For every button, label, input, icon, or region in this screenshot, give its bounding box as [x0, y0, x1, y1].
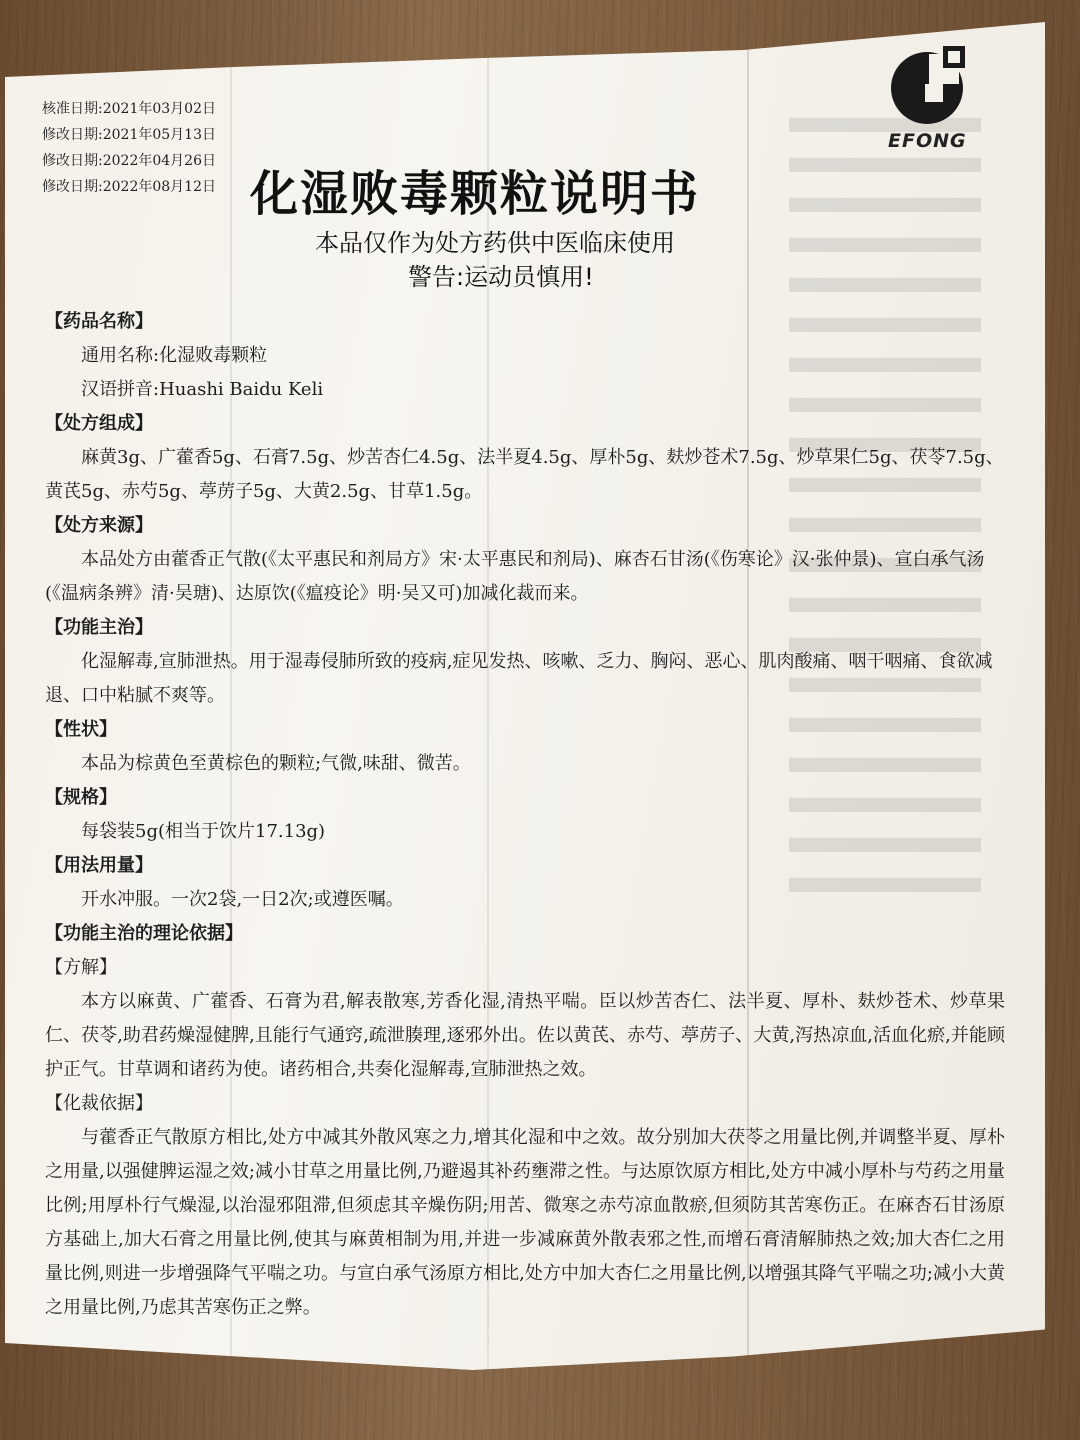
basis-text: 与藿香正气散原方相比,处方中减其外散风寒之力,增其化湿和中之效。故分别加大茯苓之用量比例,并调整半夏、厚朴之用量,以强健脾运湿之效;减小甘草之用量比例,乃避遏其补药壅滞之性。与达原饮原方相比,处方中减小厚朴与芍药之用量比例;用厚朴行气燥湿,以治湿邪阻滞,但须虑其辛燥伤阴;用苦、微寒之赤芍凉血散瘀,但须防其苦寒伤正。在麻杏石甘汤原方基础上,加大石膏之用量比例,使其与麻黄相制为用,并进一步减麻黄外散表邪之性,而增石膏清解肺热之效;加大杏仁之用量比例,则进一步增强降气平喘之功。与宣白承气汤原方相比,处方中加大杏仁之用量比例,以增强其降气平喘之功;减小大黄之用量比例,乃虑其苦寒伤正之弊。 — [45, 1127, 1005, 1318]
document-title: 化湿败毒颗粒说明书 — [250, 166, 701, 222]
pinyin-name: 汉语拼音:Huashi Baidu Keli — [81, 379, 324, 400]
athlete-warning: 警告:运动员慎用! — [408, 263, 594, 291]
spec-text: 每袋装5g(相当于饮片17.13g) — [81, 821, 326, 842]
section-heading-formula: 【方解】 — [45, 957, 117, 978]
section-heading-appearance: 【性状】 — [45, 719, 117, 740]
approval-date: 核准日期:2021年03月02日 — [42, 101, 216, 117]
section-heading-spec: 【规格】 — [45, 787, 117, 808]
revision-date: 修改日期:2022年04月26日 — [42, 153, 216, 169]
section-heading-indications: 【功能主治】 — [45, 617, 153, 638]
usage-text: 开水冲服。一次2袋,一日2次;或遵医嘱。 — [81, 889, 404, 910]
source-text: 本品处方由藿香正气散(《太平惠民和剂局方》宋·太平惠民和剂局)、麻杏石甘汤(《伤寒论》汉·张仲景)、宣白承气汤(《温病条辨》清·吴瑭)、达原饮(《瘟疫论》明·吴又可)加减化裁而来。 — [45, 549, 985, 604]
revision-date: 修改日期:2022年08月12日 — [42, 179, 216, 195]
appearance-text: 本品为棕黄色至黄棕色的颗粒;气微,味甜、微苦。 — [81, 753, 471, 774]
revision-date: 修改日期:2021年05月13日 — [42, 127, 216, 143]
indications-text: 化湿解毒,宣肺泄热。用于湿毒侵肺所致的疫病,症见发热、咳嗽、乏力、胸闷、恶心、肌肉酸痛、咽干咽痛、食欲减退、口中粘腻不爽等。 — [45, 651, 993, 706]
composition-text: 麻黄3g、广藿香5g、石膏7.5g、炒苦杏仁4.5g、法半夏4.5g、厚朴5g、麸炒苍术7.5g、炒草果仁5g、茯苓7.5g、黄芪5g、赤芍5g、葶苈子5g、大黄2.5g、甘草1.5g。 — [45, 447, 1004, 502]
formula-text: 本方以麻黄、广藿香、石膏为君,解表散寒,芳香化湿,清热平喘。臣以炒苦杏仁、法半夏、厚朴、麸炒苍术、炒草果仁、茯苓,助君药燥湿健脾,且能行气通窍,疏泄腠理,逐邪外出。佐以黄芪、赤芍、葶苈子、大黄,泻热凉血,活血化瘀,并能顾护正气。甘草调和诸药为使。诸药相合,共奏化湿解毒,宣肺泄热之效。 — [45, 991, 1005, 1080]
section-heading-name: 【药品名称】 — [45, 311, 153, 332]
leaflet-body — [45, 305, 1005, 1325]
revision-dates — [42, 96, 216, 200]
logo-wordmark: EFONG — [888, 130, 967, 152]
section-heading-composition: 【处方组成】 — [45, 413, 153, 434]
section-heading-usage: 【用法用量】 — [45, 855, 153, 876]
section-heading-theory: 【功能主治的理论依据】 — [45, 923, 243, 944]
prescription-notice: 本品仅作为处方药供中医临床使用 — [315, 229, 675, 257]
section-heading-basis: 【化裁依据】 — [45, 1093, 153, 1114]
generic-name: 通用名称:化湿败毒颗粒 — [81, 345, 268, 366]
section-heading-source: 【处方来源】 — [45, 515, 153, 536]
